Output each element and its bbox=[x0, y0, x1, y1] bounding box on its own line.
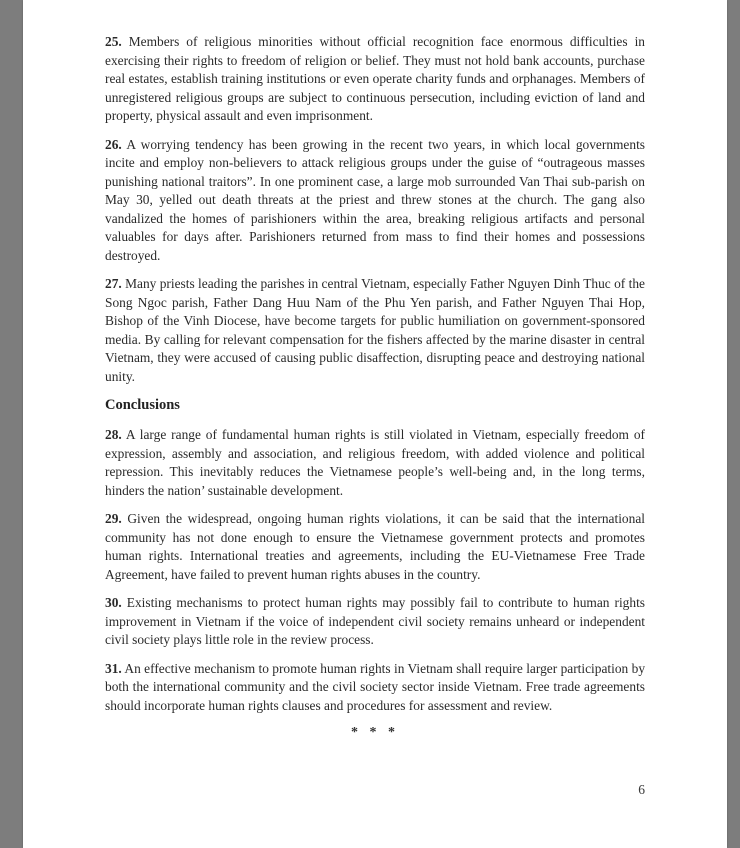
paragraph-text: A worrying tendency has been growing in the recent two years, in which local governments incite and employ non-believers to attack religious groups under the guise of “outrageous masses punishing national traitors”. In one prominent case, a large mob surrounded Van Thai sub-parish on May 30, yelled out death threats at the priest and threw stones at the church. The gang also vandalized the homes of parishioners within the area, breaking religious artifacts and personal valuables for days after. Parishioners returned from mass to find their homes and possessions destroyed. bbox=[105, 136, 645, 263]
paragraph-30 bbox=[105, 594, 645, 650]
paragraph-number: 28. bbox=[105, 427, 122, 442]
paragraph-text: Existing mechanisms to protect human rights may possibly fail to contribute to human rights improvement in Vietnam if the voice of independent civil society remains unheard or independent civil society plays little role in the review process. bbox=[105, 595, 646, 647]
paragraph-26 bbox=[105, 136, 645, 266]
paragraph-number: 27. bbox=[105, 276, 122, 291]
end-of-document-marker: * * * bbox=[351, 725, 399, 740]
document-page bbox=[23, 0, 727, 848]
paragraph-text: Given the widespread, ongoing human rights violations, it can be said that the international community has not done enough to ensure the Vietnamese government protects and promotes human rights. International treaties and agreements, including the EU-Vietnamese Free Trade Agreement, have failed to prevent human rights abuses in the country. bbox=[105, 511, 645, 582]
paragraph-31 bbox=[105, 660, 645, 716]
paragraph-text: Members of religious minorities without official recognition face enormous difficulties in exercising their rights to freedom of religion or belief. They must not hold bank accounts, purchase real estates, establish training institutions or even operate charity funds and orphanages. Members of unregistered religious groups are subject to continuous persecution, including eviction of land and property, physical assault and even imprisonment. bbox=[105, 34, 645, 123]
paragraph-number: 25. bbox=[105, 34, 122, 49]
paragraph-number: 31. bbox=[105, 660, 122, 676]
conclusions-heading: Conclusions bbox=[105, 397, 180, 413]
paragraph-number: 29. bbox=[105, 511, 122, 526]
paragraph-text: Many priests leading the parishes in central Vietnam, especially Father Nguyen Dinh Thuc of the Song Ngoc parish, Father Dang Huu Nam of the Phu Yen parish, and Father Nguyen Thai Hop, Bishop of the Vinh Diocese, have become targets for public humiliation on government-sponsored media. By calling for relevant compensation for the fishers affected by the marine disaster in central Vietnam, they were accused of causing public disaffection, disrupting peace and destroying national unity. bbox=[105, 276, 645, 384]
page-content bbox=[23, 0, 727, 741]
paragraph-number: 26. bbox=[105, 136, 122, 152]
paragraph-25 bbox=[105, 33, 645, 126]
paragraph-number: 30. bbox=[105, 595, 122, 610]
paragraph-text: A large range of fundamental human rights is still violated in Vietnam, especially freedom of expression, assembly and association, and religious freedom, with added violence and political repression. This inevitably reduces the Vietnamese people’s well-being and, in the long terms, hinders the nation’ sustainable development. bbox=[105, 427, 646, 498]
paragraph-29 bbox=[105, 510, 645, 584]
paragraph-28 bbox=[105, 426, 645, 500]
paragraph-text: An effective mechanism to promote human rights in Vietnam shall require larger participation by both the international community and the civil society sector inside Vietnam. Free trade agreements should incorporate human rights clauses and procedures for assessment and review. bbox=[105, 660, 646, 713]
paragraph-27 bbox=[105, 275, 645, 386]
page-number: 6 bbox=[638, 782, 645, 797]
